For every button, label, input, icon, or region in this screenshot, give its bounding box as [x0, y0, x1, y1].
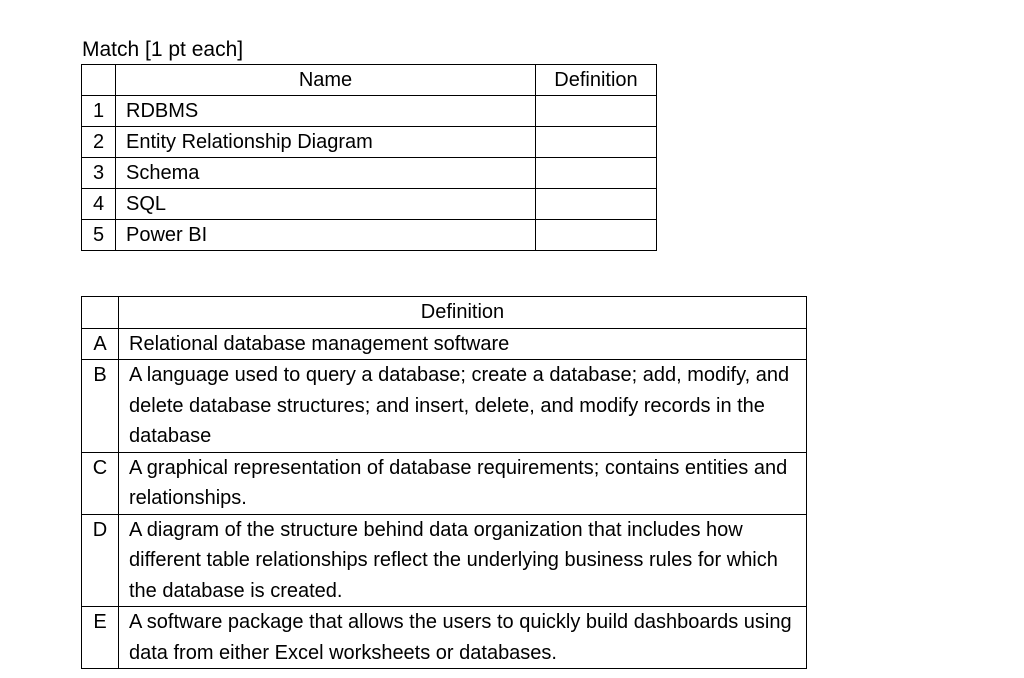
- row-number: 2: [82, 127, 116, 158]
- row-definition: A graphical representation of database requirements; contains entities and relationships.: [119, 452, 807, 514]
- definition-table: [81, 296, 807, 669]
- page-title: Match [1 pt each]: [82, 38, 244, 61]
- row-name: Schema: [116, 158, 536, 189]
- row-name: RDBMS: [116, 96, 536, 127]
- row-number: 4: [82, 189, 116, 220]
- row-letter: D: [82, 514, 119, 607]
- row-letter: A: [82, 328, 119, 360]
- match-table: [81, 64, 657, 251]
- row-number: 3: [82, 158, 116, 189]
- answer-cell[interactable]: [536, 189, 657, 220]
- row-name: Power BI: [116, 220, 536, 251]
- table-row: [82, 360, 807, 453]
- answer-cell[interactable]: [536, 127, 657, 158]
- header-definition: Definition: [119, 297, 807, 329]
- row-number: 5: [82, 220, 116, 251]
- table-row: [82, 607, 807, 669]
- header-definition: Definition: [536, 65, 657, 96]
- row-name: SQL: [116, 189, 536, 220]
- row-definition: A language used to query a database; create a database; add, modify, and delete database structures; and insert, delete, and modify records in the database: [119, 360, 807, 453]
- table-row: [82, 127, 657, 158]
- header-name: Name: [116, 65, 536, 96]
- answer-cell[interactable]: [536, 96, 657, 127]
- definition-table-header: [82, 297, 807, 329]
- answer-cell[interactable]: [536, 158, 657, 189]
- answer-cell[interactable]: [536, 220, 657, 251]
- match-table-header: [82, 65, 657, 96]
- row-number: 1: [82, 96, 116, 127]
- table-row: [82, 220, 657, 251]
- row-letter: C: [82, 452, 119, 514]
- row-definition: A software package that allows the users to quickly build dashboards using data from either Excel worksheets or databases.: [119, 607, 807, 669]
- row-definition: Relational database management software: [119, 328, 807, 360]
- row-definition: A diagram of the structure behind data organization that includes how different table relationships reflect the underlying business rules for which the database is created.: [119, 514, 807, 607]
- table-row: [82, 514, 807, 607]
- row-letter: E: [82, 607, 119, 669]
- header-letter: [82, 297, 119, 329]
- table-row: [82, 189, 657, 220]
- header-num: [82, 65, 116, 96]
- row-letter: B: [82, 360, 119, 453]
- table-row: [82, 158, 657, 189]
- table-row: [82, 328, 807, 360]
- table-row: [82, 452, 807, 514]
- table-row: [82, 96, 657, 127]
- row-name: Entity Relationship Diagram: [116, 127, 536, 158]
